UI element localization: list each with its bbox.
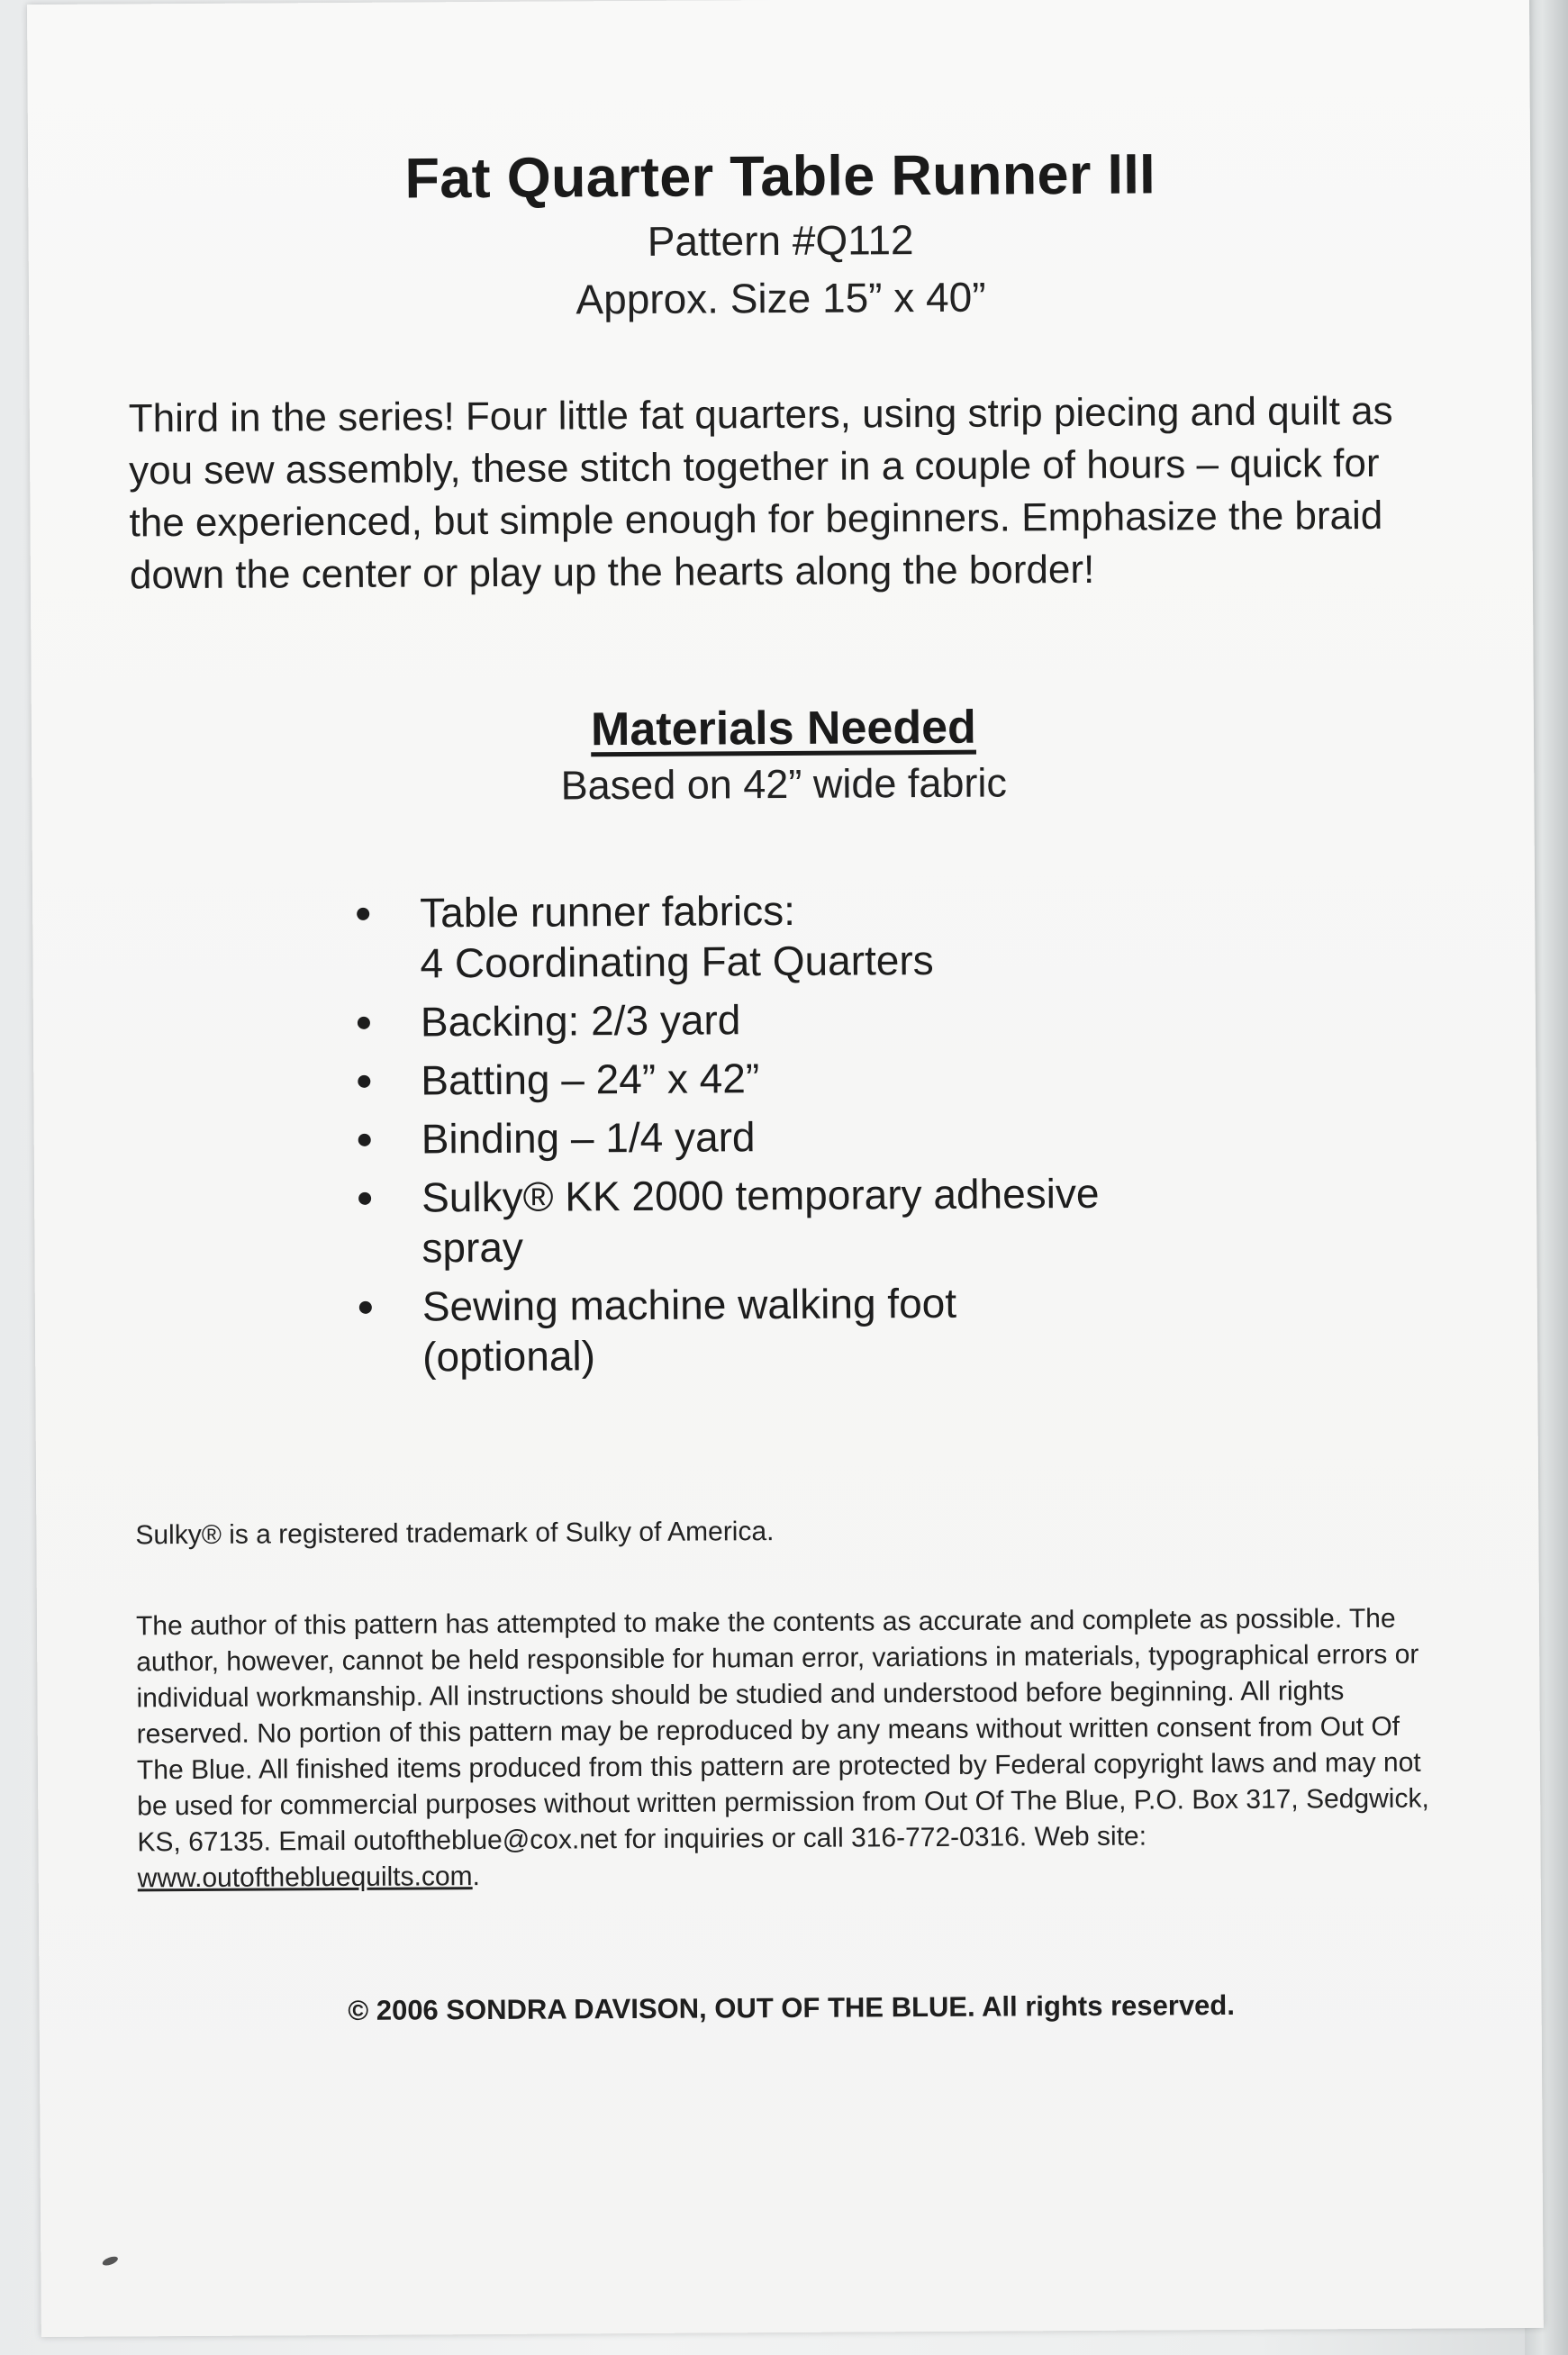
disclaimer-paragraph <box>136 1601 1444 1898</box>
material-line-continued: (optional) <box>422 1332 596 1381</box>
disclaimer-text: The author of this pattern has attempted to make the contents as accurate and complete as possible. The author, however, cannot be held responsible for human error, variations in materials, typographical errors or individual workmanship. All instructions should be studied and understood before beginning. All rights reserved. No portion of this pattern may be reproduced by any means without written consent from Out Of The Blue. All finished items produced from this pattern are protected by Federal copyright laws and may not be used for commercial purposes without written permission from Out Of The Blue, P.O. Box 317, Sedgwick, KS, 67135. Email outoftheblue@cox.net for inquiries or call 316-772-0316. Web site: <box>135 1603 1429 1858</box>
bullet-icon <box>358 1192 371 1205</box>
material-line: Table runner fabrics: <box>420 886 796 937</box>
material-line: Sewing machine walking foot <box>421 1279 957 1330</box>
bullet-icon <box>359 1301 372 1314</box>
list-item <box>420 883 1231 988</box>
list-item <box>421 1109 1232 1164</box>
list-item <box>421 1167 1233 1273</box>
material-line-continued: 4 Coordinating Fat Quarters <box>420 936 934 987</box>
pattern-sheet <box>27 0 1544 2337</box>
materials-list <box>131 882 1440 1384</box>
disclaimer-end: . <box>472 1861 481 1892</box>
pattern-title: Fat Quarter Table Runner III <box>404 142 1156 211</box>
pattern-number: Pattern #Q112 <box>647 216 914 265</box>
material-line: Backing: 2/3 yard <box>420 996 741 1046</box>
material-line: Sulky® KK 2000 temporary adhesive <box>421 1169 1100 1221</box>
bullet-icon <box>358 1017 370 1029</box>
material-line: Batting – 24” x 42” <box>421 1055 760 1104</box>
copyright-notice: © 2006 SONDRA DAVISON, OUT OF THE BLUE. All rights reserved. <box>348 1988 1236 2026</box>
pattern-size: Approx. Size 15” x 40” <box>576 273 986 323</box>
intro-paragraph: Third in the series! Four little fat quarters, using strip piecing and quilt as you sew assembly, these stitch together in a couple of hours – quick for the experienced, but simple enough for beginners. Emphasize the braid down the center or play up the hearts along the border! <box>128 388 1393 598</box>
materials-heading: Materials Needed <box>590 701 976 756</box>
list-item <box>422 1276 1234 1381</box>
list-item <box>421 992 1231 1046</box>
ink-smudge <box>101 2255 119 2268</box>
materials-subheading: Based on 42” wide fabric <box>560 759 1008 809</box>
sheet-content <box>127 140 1445 2029</box>
list-item <box>421 1050 1231 1105</box>
material-line-continued: spray <box>421 1223 524 1272</box>
website-link[interactable]: www.outofthebluequilts.com <box>137 1861 473 1894</box>
bullet-icon <box>358 1134 371 1146</box>
bullet-icon <box>358 1075 370 1088</box>
material-line: Binding – 1/4 yard <box>421 1113 756 1163</box>
trademark-notice: Sulky® is a registered trademark of Sulky of America. <box>135 1517 775 1551</box>
bullet-icon <box>357 908 369 920</box>
